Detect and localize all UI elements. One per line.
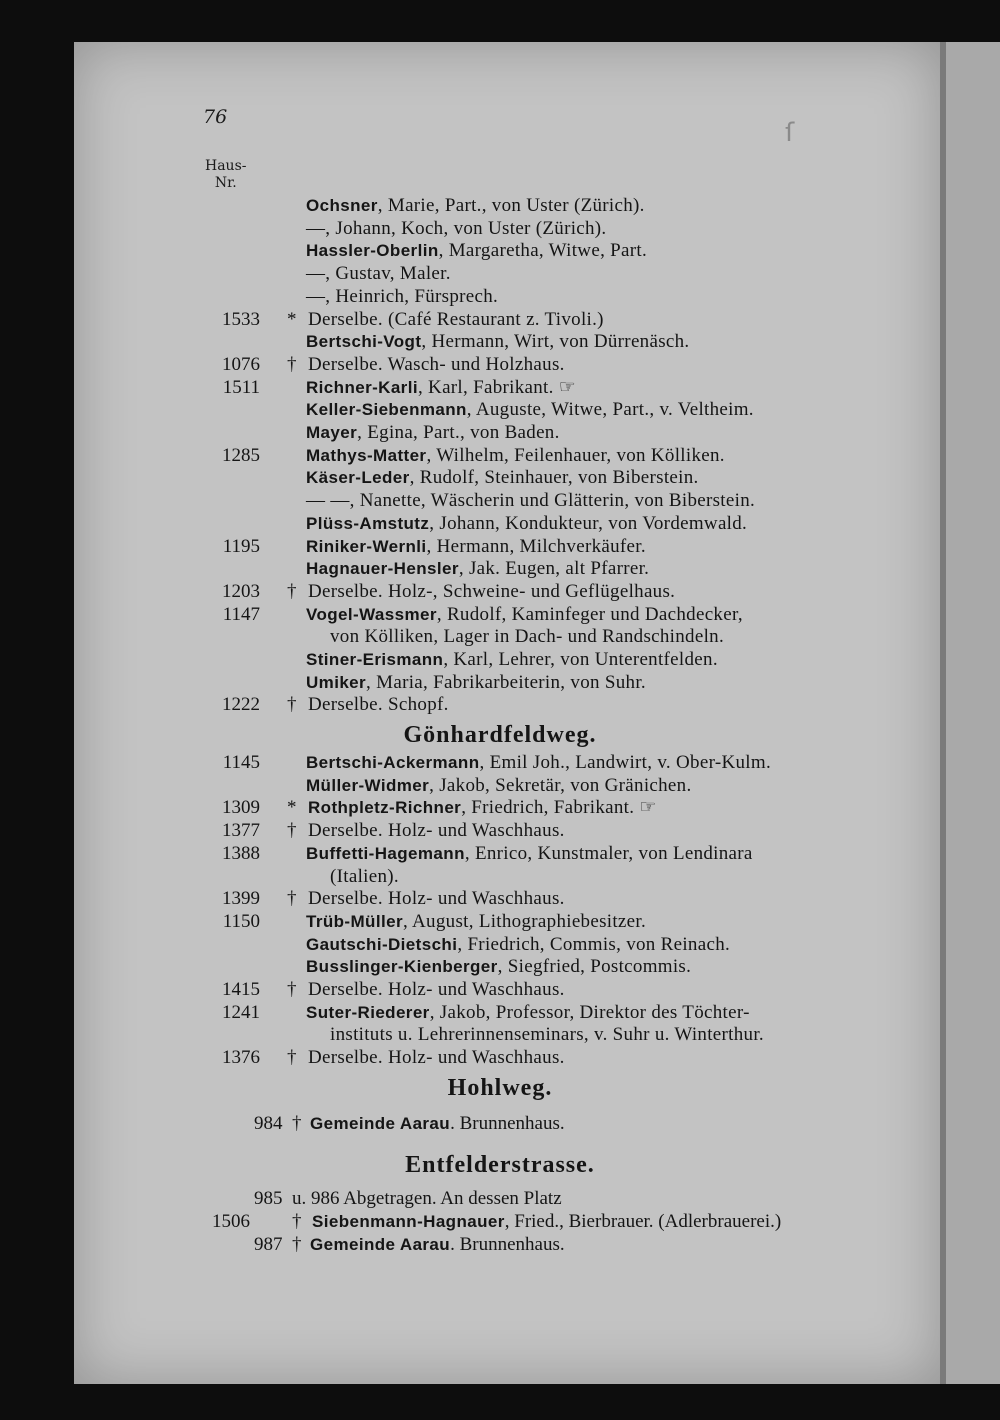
- entry-mark: †: [287, 820, 297, 842]
- directory-entry: [0, 819, 1000, 842]
- house-number: 1147: [222, 603, 260, 625]
- entry-details: Derselbe. Schopf.: [308, 694, 449, 716]
- entry-details: . Brunnenhaus.: [450, 1113, 565, 1134]
- entry-details: , Egina, Part., von Baden.: [357, 422, 560, 443]
- entry-details: , Auguste, Witwe, Part., v. Veltheim.: [466, 399, 754, 421]
- entry-mark: *: [287, 797, 297, 819]
- house-number: 1533: [222, 308, 260, 330]
- entry-mark: †: [287, 353, 297, 375]
- directory-entry: [0, 489, 1000, 512]
- entry-name: Stiner-Erismann: [306, 650, 444, 669]
- directory-entry: [0, 421, 1000, 444]
- entry-name: Gemeinde Aarau: [310, 1114, 451, 1133]
- entry-name: Siebenmann-Hagnauer: [312, 1212, 505, 1231]
- entry-name: Gautschi-Dietschi: [306, 934, 458, 954]
- directory-entry: [0, 625, 1000, 648]
- directory-entry: [0, 1112, 1000, 1135]
- entry-details: , Emil Joh., Landwirt, v. Ober-Kulm.: [479, 752, 771, 773]
- entry-details: Derselbe. Holz- und Waschhaus.: [308, 1047, 565, 1069]
- directory-entry: [0, 1023, 1000, 1046]
- entry-details: Derselbe. Holz-, Schweine- und Geflügelhaus.: [308, 580, 676, 602]
- directory-entry: [0, 1233, 1000, 1256]
- directory-entry: [0, 557, 1000, 580]
- directory-entry: [0, 671, 1000, 694]
- directory-entry: [0, 580, 1000, 603]
- entry-name: Mayer: [306, 423, 358, 442]
- entry-details: . Brunnenhaus.: [450, 1234, 565, 1255]
- entry-details: , Friedrich, Commis, von Reinach.: [457, 933, 731, 955]
- house-number: 984: [254, 1113, 283, 1134]
- entry-mark: †: [287, 888, 297, 910]
- entry-name: Rothpletz-Richner: [308, 798, 462, 818]
- directory-entry: [0, 887, 1000, 910]
- entry-details: —, Gustav, Maler.: [306, 263, 451, 285]
- entry-details: , Marie, Part., von Uster (Zürich).: [377, 195, 645, 216]
- directory-entry: [0, 910, 1000, 933]
- entry-details: Derselbe. (Café Restaurant z. Tivoli.): [308, 308, 604, 330]
- entry-name: Plüss-Amstutz: [306, 513, 430, 533]
- house-number: 1241: [222, 1001, 260, 1023]
- entry-name: Mathys-Matter: [306, 445, 427, 465]
- directory-entry: [0, 466, 1000, 489]
- entry-name: Umiker: [306, 672, 367, 692]
- house-number: 985: [254, 1188, 283, 1209]
- entry-details: , Karl, Lehrer, von Unterentfelden.: [443, 649, 718, 670]
- house-number: 1511: [222, 376, 260, 398]
- entry-details: , Jak. Eugen, alt Pfarrer.: [458, 558, 650, 580]
- entry-details: , Enrico, Kunstmaler, von Lendinara: [464, 842, 753, 864]
- entry-mark: †: [287, 979, 297, 1000]
- street-heading-goenhardfeldweg: Gönhardfeldweg.: [403, 722, 597, 748]
- entry-name: Hagnauer-Hensler: [306, 559, 459, 579]
- directory-entry: [0, 512, 1000, 535]
- entry-name: Trüb-Müller: [306, 911, 403, 931]
- entry-details: Derselbe. Holz- und Waschhaus.: [308, 820, 565, 842]
- entry-details: , August, Lithographiebesitzer.: [402, 910, 647, 932]
- directory-entry: [0, 1046, 1000, 1069]
- directory-entry: [0, 978, 1000, 1001]
- house-number: 1150: [222, 910, 260, 932]
- directory-entry: [0, 603, 1000, 626]
- entry-details: Derselbe. Wasch- und Holzhaus.: [308, 353, 565, 375]
- house-number: 1377: [222, 820, 260, 842]
- column-header-line: Nr.: [214, 175, 237, 191]
- entry-name: Hassler-Oberlin: [306, 241, 439, 261]
- directory-entry: [0, 217, 1000, 240]
- entry-name: Vogel-Wassmer: [306, 604, 437, 624]
- directory-entry: [0, 796, 1000, 819]
- entry-details: , Hermann, Wirt, von Dürrenäsch.: [421, 331, 690, 353]
- entry-name: Keller-Siebenmann: [306, 400, 467, 420]
- entry-mark: †: [292, 1234, 302, 1255]
- directory-entry: [0, 262, 1000, 285]
- house-number: 1076: [222, 353, 260, 375]
- directory-entry: [0, 865, 1000, 888]
- entry-details: , Karl, Fabrikant. ☞: [417, 376, 577, 398]
- page-number: 76: [203, 106, 228, 128]
- entry-details: , Jakob, Professor, Direktor des Töchter-: [429, 1001, 750, 1023]
- entry-name: Müller-Widmer: [306, 775, 430, 795]
- directory-entry: [0, 353, 1000, 376]
- entry-details: instituts u. Lehrerinnenseminars, v. Suhr u. Winterthur.: [330, 1024, 764, 1046]
- directory-entry: [0, 1210, 1000, 1233]
- house-number: 987: [254, 1234, 283, 1255]
- directory-entry: [0, 955, 1000, 978]
- entry-name: Käser-Leder: [306, 468, 410, 488]
- directory-entry: [0, 398, 1000, 421]
- entry-details: —, Heinrich, Fürsprech.: [306, 285, 499, 307]
- directory-entry: [0, 330, 1000, 353]
- entry-details: , Siegfried, Postcommis.: [497, 956, 692, 978]
- entry-details: , Margaretha, Witwe, Part.: [438, 240, 648, 262]
- directory-entry: [0, 535, 1000, 558]
- entry-name: Bertschi-Vogt: [306, 332, 422, 352]
- entry-mark: †: [292, 1113, 302, 1134]
- entry-details: , Wilhelm, Feilenhauer, von Kölliken.: [426, 444, 725, 466]
- entry-name: Buffetti-Hagemann: [306, 843, 465, 863]
- entry-details: , Rudolf, Kaminfeger und Dachdecker,: [436, 603, 743, 625]
- directory-entry: [0, 842, 1000, 865]
- column-header-house-number: [205, 158, 247, 192]
- entry-details: , Hermann, Milchverkäufer.: [426, 535, 646, 557]
- house-number: 1415: [222, 979, 260, 1000]
- entry-mark: †: [287, 694, 297, 716]
- entry-name: Suter-Riederer: [306, 1002, 430, 1022]
- directory-entry: [0, 933, 1000, 956]
- directory-entry: [0, 1187, 1000, 1210]
- house-number: 1195: [222, 535, 260, 557]
- house-number: 1388: [222, 842, 260, 864]
- entry-details: Derselbe. Holz- und Waschhaus.: [308, 888, 565, 910]
- house-number: 1222: [222, 694, 260, 716]
- directory-entry: [0, 1001, 1000, 1024]
- entry-details: , Rudolf, Steinhauer, von Biberstein.: [409, 467, 699, 489]
- directory-entry: [0, 376, 1000, 399]
- entry-details: , Jakob, Sekretär, von Gränichen.: [429, 774, 692, 796]
- entry-name: Ochsner: [306, 196, 378, 215]
- entry-name: Riniker-Wernli: [306, 536, 427, 556]
- entry-mark: *: [287, 308, 297, 330]
- house-number: 1506: [212, 1211, 250, 1232]
- entry-mark: †: [292, 1211, 302, 1232]
- column-header-line: Haus-: [205, 158, 247, 174]
- entry-details: , Johann, Kondukteur, von Vordemwald.: [429, 512, 748, 534]
- house-number: 1285: [222, 444, 260, 466]
- entry-name: Busslinger-Kienberger: [306, 957, 498, 977]
- entry-details: , Maria, Fabrikarbeiterin, von Suhr.: [366, 671, 646, 693]
- street-heading-entfelderstrasse: Entfelderstrasse.: [405, 1152, 595, 1178]
- directory-entry: [0, 308, 1000, 331]
- entry-details: u. 986 Abgetragen. An dessen Platz: [292, 1188, 562, 1209]
- directory-entry: [0, 285, 1000, 308]
- entry-details: von Kölliken, Lager in Dach- und Randschindeln.: [330, 626, 725, 648]
- entry-name: Bertschi-Ackermann: [306, 753, 480, 772]
- directory-entry: [0, 774, 1000, 797]
- entry-name: Gemeinde Aarau: [310, 1235, 451, 1254]
- street-heading-hohlweg: Hohlweg.: [447, 1075, 553, 1101]
- house-number: 1145: [222, 752, 260, 773]
- directory-entry: [0, 239, 1000, 262]
- directory-entry: [0, 444, 1000, 467]
- handwritten-mark: ſ: [785, 118, 795, 148]
- house-number: 1309: [222, 797, 260, 819]
- entry-name: Richner-Karli: [306, 377, 418, 397]
- entry-details: (Italien).: [330, 865, 399, 887]
- entry-details: , Fried., Bierbrauer. (Adlerbrauerei.): [504, 1211, 782, 1232]
- entry-mark: †: [287, 580, 297, 602]
- entry-details: — —, Nanette, Wäscherin und Glätterin, von Biberstein.: [306, 490, 756, 512]
- directory-entry: [0, 648, 1000, 671]
- house-number: 1203: [222, 580, 260, 602]
- entry-details: Derselbe. Holz- und Waschhaus.: [308, 979, 565, 1000]
- entry-details: —, Johann, Koch, von Uster (Zürich).: [306, 217, 607, 239]
- directory-entry: [0, 194, 1000, 217]
- directory-entry: [0, 693, 1000, 716]
- entry-details: , Friedrich, Fabrikant. ☞: [461, 797, 657, 819]
- entry-mark: †: [287, 1047, 297, 1069]
- house-number: 1376: [222, 1047, 260, 1069]
- directory-entry: [0, 751, 1000, 774]
- house-number: 1399: [222, 888, 260, 910]
